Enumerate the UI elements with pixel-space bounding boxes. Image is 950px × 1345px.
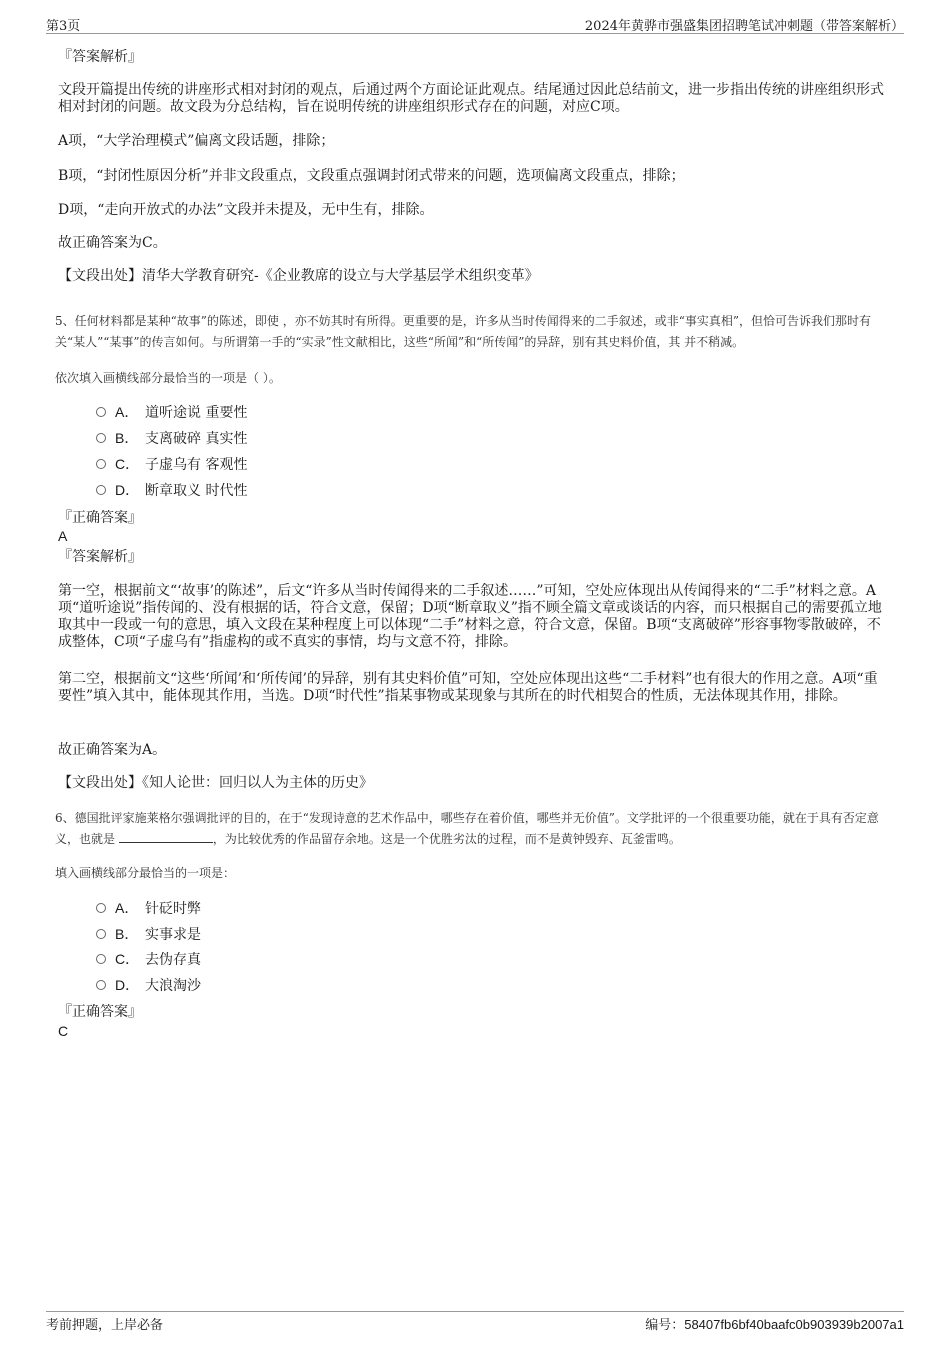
q6-option-b[interactable] <box>96 924 201 944</box>
document-title: 2024年黄骅市强盛集团招聘笔试冲刺题（带答案解析） <box>584 19 904 34</box>
q5-option-d[interactable] <box>96 480 247 500</box>
q6-correct-label: 『正确答案』 <box>58 1004 142 1020</box>
q5-conclusion: 故正确答案为A。 <box>58 742 167 758</box>
option-key: B． <box>115 926 139 942</box>
option-text: 子虚乌有 客观性 <box>145 457 248 473</box>
q4-analysis-option-a: A项，“大学治理模式”偏离文段话题，排除； <box>58 133 335 149</box>
code-label: 编号： <box>645 1318 685 1333</box>
option-text: 道听途说 重要性 <box>145 405 248 421</box>
radio-icon[interactable] <box>96 459 106 469</box>
radio-icon[interactable] <box>96 903 106 913</box>
option-text: 实事求是 <box>145 927 201 943</box>
q5-analysis-label: 『答案解析』 <box>58 549 142 565</box>
q4-analysis-option-b: B项，“封闭性原因分析”并非文段重点，文段重点强调封闭式带来的问题，选项偏离文段重点，排除； <box>58 168 685 184</box>
q6-stem-before: 6、德国批评家施莱格尔强调批评的目的，在于“发现诗意的艺术作品中，哪些存在着价值，哪些并无价值”。文学批评的一个很重要功能，就在于具有否定意义，也就是 <box>55 811 879 846</box>
footer-slogan: 考前押题，上岸必备 <box>46 1318 164 1333</box>
q4-conclusion: 故正确答案为C。 <box>58 235 167 251</box>
page-header <box>46 14 904 34</box>
q6-correct-answer: C <box>58 1023 69 1039</box>
radio-icon[interactable] <box>96 954 106 964</box>
q5-option-b[interactable] <box>96 428 247 448</box>
q5-stem: 5、任何材料都是某种“故事”的陈述，即使 ，亦不妨其时有所得。更重要的是，许多从当时传闻得来的二手叙述，或非“事实真相”，但恰可告诉我们那时有关“某人”“某事”的传言如何。与所谓第一手的“实录”性文献相比，这些“所闻”和“所传闻”的异辞，别有其史料价值，其 并不稍减。 <box>55 314 871 349</box>
option-key: C． <box>115 951 140 967</box>
page-footer <box>46 1311 904 1333</box>
q5-correct-answer: A <box>58 528 68 544</box>
radio-icon[interactable] <box>96 433 106 443</box>
q6-stem-after: ，为比较优秀的作品留存余地。这是一个优胜劣汰的过程，而不是黄钟毁弃、瓦釜雷鸣。 <box>212 832 681 846</box>
code-value: 58407fb6bf40baafc0b903939b2007a1 <box>684 1317 904 1332</box>
q6-stem <box>55 808 895 850</box>
option-text: 大浪淘沙 <box>145 978 201 994</box>
q4-analysis-paragraph: 文段开篇提出传统的讲座形式相对封闭的观点，后通过两个方面论证此观点。结尾通过因此总结前文，进一步指出传统的讲座组织形式相对封闭的问题。故文段为分总结构，旨在说明传统的讲座组织形式存在的问题，对应C项。 <box>58 82 884 115</box>
q6-option-d[interactable] <box>96 975 201 995</box>
option-key: A． <box>115 900 139 916</box>
q5-prompt: 依次填入画横线部分最恰当的一项是（ ）。 <box>55 371 281 385</box>
option-key: C． <box>115 456 140 472</box>
option-text: 支离破碎 真实性 <box>145 431 248 447</box>
option-key: D． <box>115 977 140 993</box>
option-key: A． <box>115 404 139 420</box>
radio-icon[interactable] <box>96 980 106 990</box>
q5-analysis-paragraph-1: 第一空，根据前文“‘故事’的陈述”，后文“许多从当时传闻得来的二手叙述……”可知，空处应体现出从传闻得来的“二手”材料之意。A项“道听途说”指传闻的、没有根据的话，符合文意，保留；D项“断章取义”指不顾全篇文章或谈话的内容，而只根据自己的需要孤立地取其中一段或一句的意思，填入文段在某种程度上可以体现“二手”材料之意，符合文意，保留。B项“支离破碎”形容事物零散破碎，不成整体，C项“子虚乌有”指虚构的或不真实的事情，均与文意不符，排除。 <box>58 583 882 650</box>
q5-correct-label: 『正确答案』 <box>58 510 142 526</box>
fill-blank <box>119 830 213 843</box>
q4-source: 【文段出处】清华大学教育研究-《企业教席的设立与大学基层学术组织变革》 <box>58 268 539 284</box>
radio-icon[interactable] <box>96 407 106 417</box>
option-text: 去伪存真 <box>145 952 201 968</box>
radio-icon[interactable] <box>96 485 106 495</box>
q5-analysis-paragraph-2: 第二空，根据前文“这些‘所闻’和‘所传闻’的异辞，别有其史料价值”可知，空处应体现出这些“二手材料”也有很大的作用之意。A项“重要性”填入其中，能体现其作用，当选。D项“时代性”指某事物或某现象与其所在的时代相契合的性质，无法体现其作用，排除。 <box>58 671 878 704</box>
option-key: D． <box>115 482 140 498</box>
q6-option-a[interactable] <box>96 898 201 918</box>
q4-analysis-label: 『答案解析』 <box>58 49 142 65</box>
q6-prompt: 填入画横线部分最恰当的一项是： <box>55 866 236 880</box>
q5-source: 【文段出处】《知人论世：回归以人为主体的历史》 <box>58 775 373 791</box>
q6-option-c[interactable] <box>96 949 201 969</box>
q4-analysis-option-d: D项，“走向开放式的办法”文段并未提及，无中生有，排除。 <box>58 202 434 218</box>
radio-icon[interactable] <box>96 929 106 939</box>
option-text: 断章取义 时代性 <box>145 483 248 499</box>
q5-option-c[interactable] <box>96 454 247 474</box>
page-number: 第3页 <box>46 19 81 34</box>
option-text: 针砭时弊 <box>145 901 201 917</box>
document-code <box>645 1314 904 1333</box>
q5-option-a[interactable] <box>96 402 247 422</box>
option-key: B． <box>115 430 139 446</box>
